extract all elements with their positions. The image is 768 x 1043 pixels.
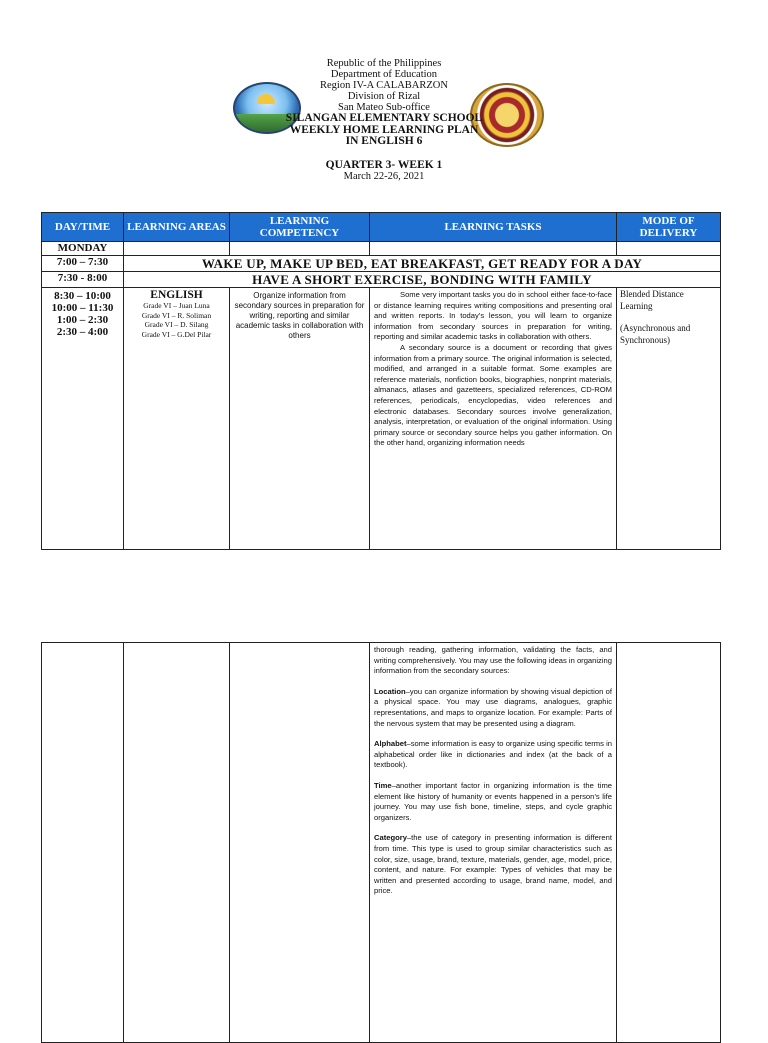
header-line: San Mateo Sub-office	[338, 102, 430, 113]
mode-of-delivery-cell	[617, 288, 721, 550]
teacher-line: Grade VI – G.Del Pilar	[141, 329, 212, 339]
column-header-learning-tasks: LEARNING TASKS	[370, 213, 617, 242]
empty-cell	[124, 242, 230, 256]
table-row	[42, 242, 721, 256]
activity-cell: HAVE A SHORT EXERCISE, BONDING WITH FAMILY	[124, 272, 721, 288]
learning-area-cell	[124, 288, 230, 550]
tasks-paragraph	[374, 687, 612, 729]
time-cell: 7:30 - 8:00	[42, 272, 124, 288]
document-page-2	[0, 560, 768, 1024]
teacher-line: Grade VI – Juan Luna	[143, 301, 210, 310]
mode-text: Blended Distance Learning	[620, 289, 684, 311]
column-header-day-time: DAY/TIME	[42, 213, 124, 242]
time-slots-cell	[42, 288, 124, 550]
day-cell: MONDAY	[42, 242, 124, 256]
header-line: Department of Education	[330, 69, 438, 80]
tasks-paragraph: thorough reading, gathering information, validating the facts, and writing comprehensively. You may use the following ideas in organizing information from the secondary sources:	[374, 645, 612, 676]
time-slot: 2:30 – 4:00	[56, 326, 109, 338]
learning-tasks-cell	[370, 288, 617, 550]
teacher-list	[124, 301, 229, 339]
term-label: Category	[374, 833, 407, 843]
column-header-learning-competency: LEARNING COMPETENCY	[230, 213, 370, 242]
empty-cell	[370, 242, 617, 256]
competency-cell: Organize information from secondary sources in preparation for writing, reporting and similar academic tasks in collaboration with others	[230, 288, 370, 550]
teacher-line: Grade VI – D. Silang	[144, 320, 209, 329]
tasks-paragraph	[374, 781, 612, 823]
school-name: SILANGAN ELEMENTARY SCHOOL	[285, 112, 483, 124]
term-text: –the use of category in presenting information is different from time. This type is used to group similar characteristics such as color, size, usage, brand, texture, materials, gender, age, model, price, content, and nature. For example: Types of vehicles that may be written and presented according to usage, brand name, model, and price.	[374, 833, 612, 896]
empty-cell	[230, 242, 370, 256]
date-label: March 22-26, 2021	[343, 170, 425, 182]
tasks-paragraph	[374, 739, 612, 771]
teacher-line: Grade VI – R. Soliman	[141, 310, 212, 320]
header-line: Republic of the Philippines	[326, 58, 442, 69]
learning-plan-table-continued	[41, 642, 721, 1043]
tasks-paragraph: A secondary source is a document or recording that gives information from a primary source. The original information is selected, modified, and arranged in a suitable format. Some examples are reference materials, nonfiction books, biographies, nonprint materials, almanacs, atlases and gazetteers, specialized references, CD-ROM references, periodicals, encyclopedias, video references and electronic databases. Secondary sources involve generalization, analysis, interpretation, or evaluation of the original information. Using primary source or secondary source helps you gather information. On the other hand, organizing information needs	[374, 342, 612, 448]
table-row	[42, 256, 721, 272]
document-header	[0, 58, 768, 182]
term-text: –some information is easy to organize using specific terms in alphabetical order like in dictionaries and index (at the back of a textbook).	[374, 739, 612, 770]
empty-cell	[42, 643, 124, 1043]
header-line: Division of Rizal	[347, 91, 421, 102]
subject-title: IN ENGLISH 6	[345, 135, 423, 147]
time-slot: 10:00 – 11:30	[51, 302, 114, 314]
time-cell: 7:00 – 7:30	[42, 256, 124, 272]
header-line: Region IV-A CALABARZON	[320, 80, 448, 91]
empty-cell	[617, 643, 721, 1043]
column-header-mode-of-delivery: MODE OF DELIVERY	[617, 213, 721, 242]
term-label: Alphabet	[374, 739, 407, 749]
mode-text: (Asynchronous and Synchronous)	[620, 323, 691, 345]
tasks-paragraph	[374, 833, 612, 897]
tasks-paragraph: Some very important tasks you do in school either face-to-face or distance learning requires writing compositions and presenting oral and written reports. In today’s lesson, you will learn to organize information from secondary sources in preparation for writing, reporting and similar academic tasks in collaboration with others.	[374, 290, 612, 342]
time-slot: 8:30 – 10:00	[54, 290, 111, 302]
activity-cell: WAKE UP, MAKE UP BED, EAT BREAKFAST, GET READY FOR A DAY	[124, 256, 721, 272]
plan-title: WEEKLY HOME LEARNING PLAN	[289, 123, 479, 136]
empty-cell	[124, 643, 230, 1043]
time-slot: 1:00 – 2:30	[56, 314, 109, 326]
learning-tasks-cell-continued	[370, 643, 617, 1043]
table-row	[42, 643, 721, 1043]
empty-cell	[230, 643, 370, 1043]
term-label: Time	[374, 780, 392, 790]
term-text: –you can organize information by showing visual depiction of a physical space. You may use diagrams, analogues, graphic representations, and maps to organize location. For example: Parts of the nervous system that may be presented using a diagram.	[374, 686, 612, 728]
learning-area-title: ENGLISH	[150, 289, 203, 301]
quarter-label: QUARTER 3- WEEK 1	[325, 158, 443, 171]
table-header-row	[42, 213, 721, 242]
empty-cell	[617, 242, 721, 256]
term-text: –another important factor in organizing information is the time element like history of humanity or events happened in a person’s life journey. You may use fish bone, timeline, steps, and cycle graphic organizers.	[374, 780, 612, 822]
table-row	[42, 288, 721, 550]
column-header-learning-areas: LEARNING AREAS	[124, 213, 230, 242]
learning-plan-table	[41, 212, 721, 550]
table-row	[42, 272, 721, 288]
term-label: Location	[374, 686, 406, 696]
